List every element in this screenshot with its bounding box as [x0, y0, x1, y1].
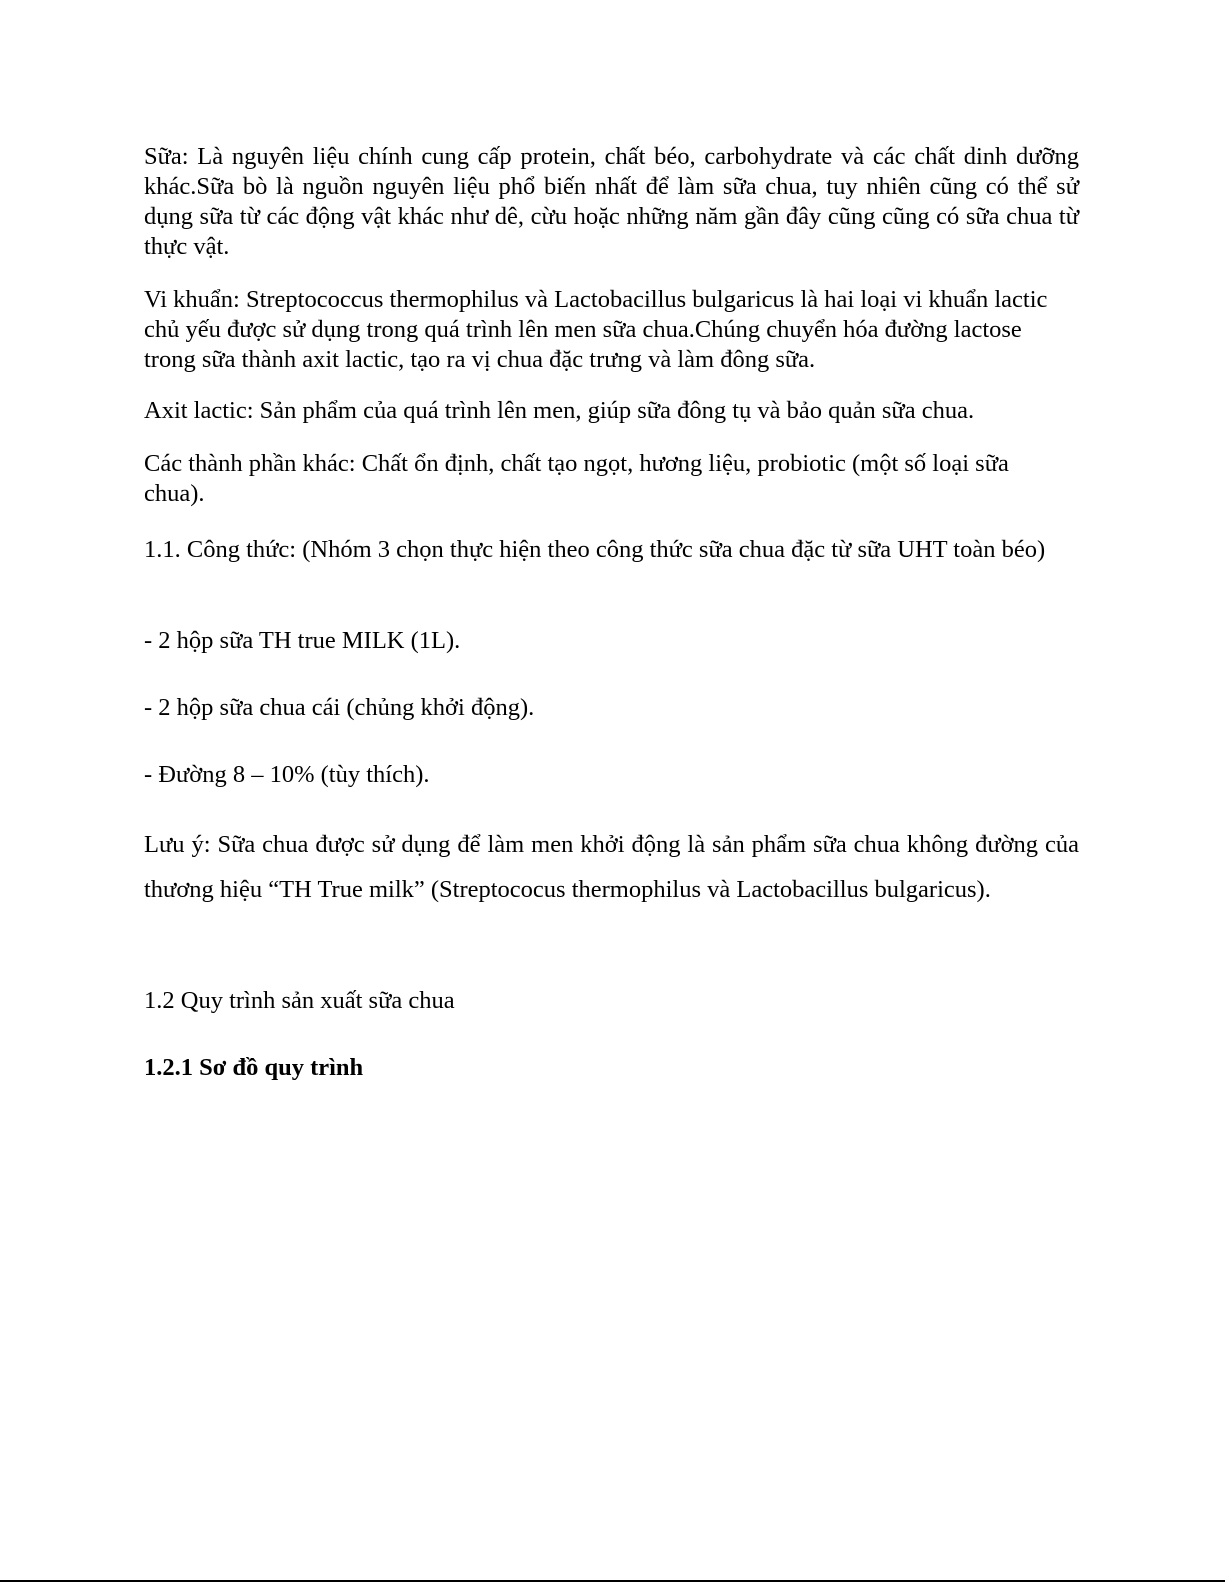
paragraph-formula: 1.1. Công thức: (Nhóm 3 chọn thực hiện theo công thức sữa chua đặc từ sữa UHT toàn béo)	[144, 536, 1046, 563]
paragraph-other-ingredients: Các thành phần khác: Chất ổn định, chất tạo ngọt, hương liệu, probiotic (một số loại sữa chua).	[144, 450, 1009, 507]
ingredient-item: - Đường 8 – 10% (tùy thích).	[144, 761, 430, 788]
ingredient-item: - 2 hộp sữa TH true MILK (1L).	[144, 627, 461, 654]
section-title: 1.2 Quy trình sản xuất sữa chua	[144, 987, 455, 1014]
ingredient-item: - 2 hộp sữa chua cái (chủng khởi động).	[144, 694, 535, 721]
subsection-title: 1.2.1 Sơ đồ quy trình	[144, 1054, 364, 1081]
paragraph-lactic-acid: Axit lactic: Sản phẩm của quá trình lên men, giúp sữa đông tụ và bảo quản sữa chua.	[144, 397, 975, 424]
paragraph-milk: Sữa: Là nguyên liệu chính cung cấp protein, chất béo, carbohydrate và các chất dinh dưỡng khác.Sữa bò là nguồn nguyên liệu phổ biến nhất để làm sữa chua, tuy nhiên cũng có thể sử dụng sữa từ các động vật khác như dê, cừu hoặc những năm gần đây cũng cũng có sữa chua từ thực vật.	[144, 143, 1079, 260]
note-paragraph: Lưu ý: Sữa chua được sử dụng để làm men khởi động là sản phẩm sữa chua không đường của thương hiệu “TH True milk” (Streptococus thermophilus và Lactobacillus bulgaricus).	[144, 831, 1079, 903]
page-bottom-border	[0, 1580, 1225, 1582]
paragraph-bacteria: Vi khuẩn: Streptococcus thermophilus và Lactobacillus bulgaricus là hai loại vi khuẩn lactic chủ yếu được sử dụng trong quá trình lên men sữa chua.Chúng chuyển hóa đường lactose trong sữa thành axit lactic, tạo ra vị chua đặc trưng và làm đông sữa.	[144, 286, 1048, 373]
